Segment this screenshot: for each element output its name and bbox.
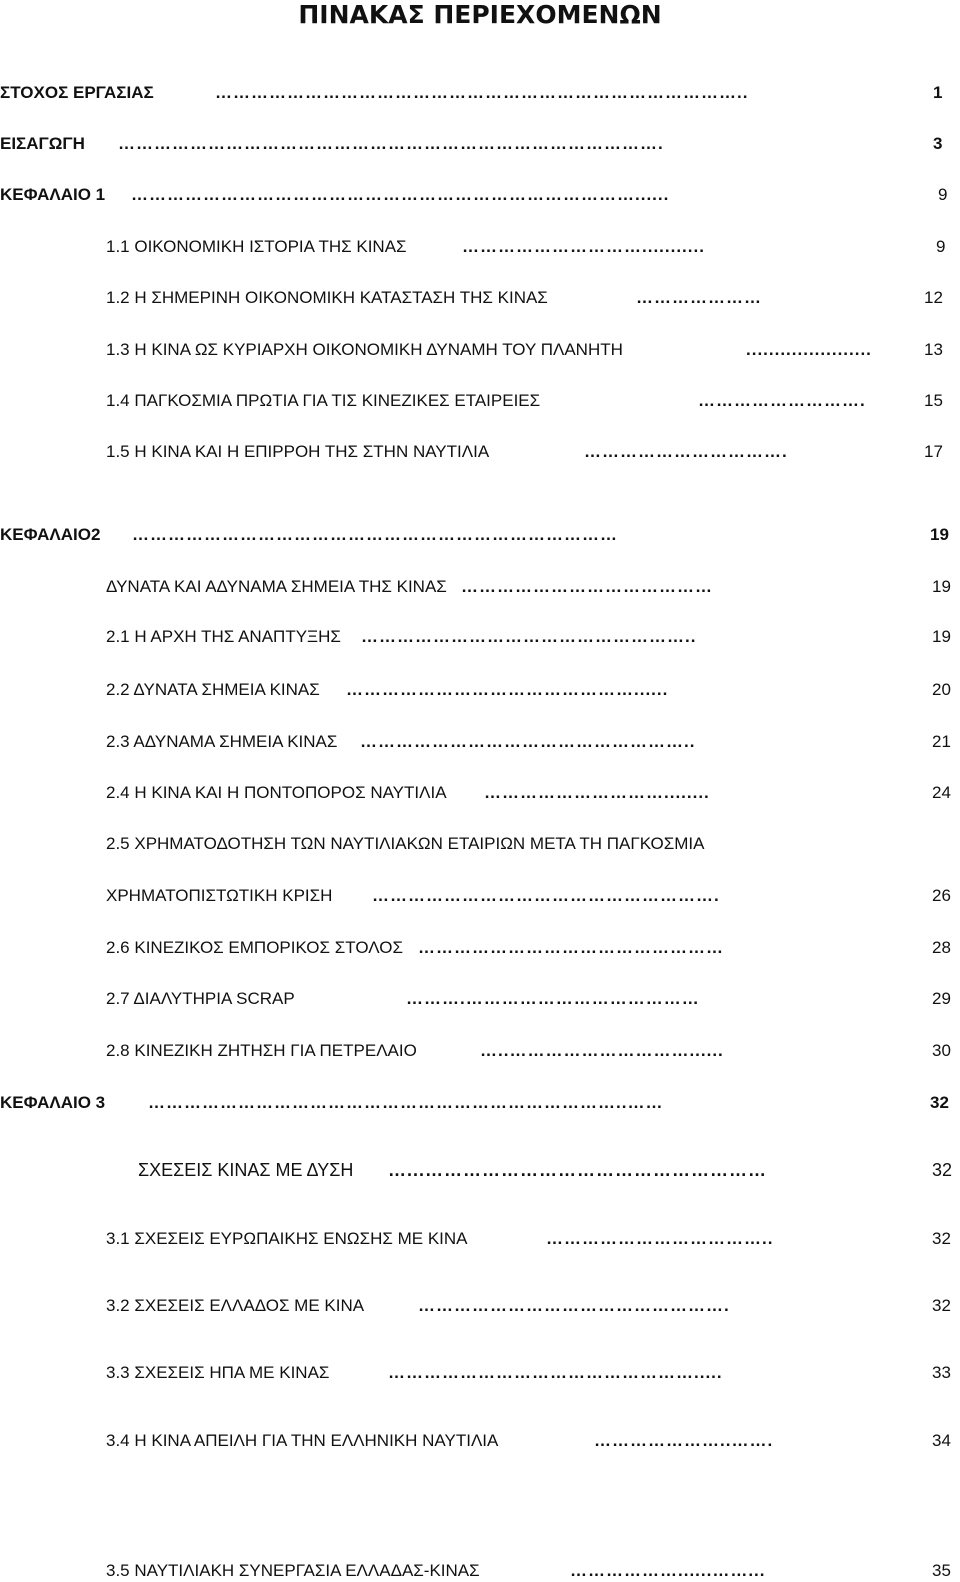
toc-leader-dots: ……….………………………………… bbox=[406, 989, 700, 1008]
toc-leader-dots: …..…………………………...... bbox=[480, 1041, 724, 1060]
toc-entry-text: 2.4 Η ΚΙΝΑ ΚΑΙ Η ΠΟΝΤΟΠΟΡΟΣ ΝΑΥΤΙΛΙΑ bbox=[106, 783, 447, 802]
toc-leader-dots: ……………………………. bbox=[584, 442, 788, 461]
toc-entry-text: ΕΙΣΑΓΩΓΗ bbox=[0, 134, 85, 153]
toc-page-number: 30 bbox=[932, 1041, 951, 1060]
toc-page-number: 19 bbox=[932, 577, 951, 596]
toc-leader-dots: …………………..……. bbox=[594, 1431, 774, 1450]
toc-page-number: 15 bbox=[924, 391, 943, 410]
toc-entry-text: ΚΕΦΑΛΑΙΟ 1 bbox=[0, 185, 106, 204]
toc-page-number: 17 bbox=[924, 442, 943, 461]
toc-leader-dots: …...……………………………………………… bbox=[388, 1160, 768, 1180]
toc-leader-dots: …………………………………… bbox=[461, 577, 713, 596]
toc-entry-text: ΧΡΗΜΑΤΟΠΙΣΤΩΤΙΚΗ ΚΡΙΣΗ bbox=[106, 886, 333, 905]
toc-leader-dots: …………………………………………………. bbox=[372, 886, 720, 905]
toc-page-number: 20 bbox=[932, 680, 951, 699]
toc-leader-dots: ……………………………………………………………………… bbox=[132, 525, 618, 544]
toc-entry-text: 3.4 Η ΚΙΝΑ ΑΠΕΙΛΗ ΓΙΑ ΤΗΝ ΕΛΛΗΝΙΚΗ ΝΑΥΤΙΛΙΑ bbox=[106, 1431, 499, 1450]
page-title: ΠΙΝΑΚΑΣ ΠΕΡΙΕΧΟΜΕΝΩΝ bbox=[298, 0, 662, 29]
toc-page-number: 19 bbox=[930, 525, 949, 544]
toc-leader-dots: …………………………………………...... bbox=[346, 680, 669, 699]
toc-leader-dots: …………………………………………………………………………….. bbox=[215, 83, 749, 102]
toc-page-number: 32 bbox=[932, 1160, 953, 1180]
toc-entry-text: 2.3 ΑΔΥΝΑΜΑ ΣΗΜΕΙΑ ΚΙΝΑΣ bbox=[106, 732, 338, 751]
toc-leader-dots: ……………………………………………….. bbox=[361, 627, 697, 646]
toc-page-number: 34 bbox=[932, 1431, 951, 1450]
toc-entry-text: ΚΕΦΑΛΑΙΟ 3 bbox=[0, 1093, 106, 1112]
toc-leader-dots: ………………………. bbox=[698, 391, 866, 410]
toc-entry-text: 2.5 ΧΡΗΜΑΤΟΔΟΤΗΣΗ ΤΩΝ ΝΑΥΤΙΛΙΑΚΩΝ ΕΤΑΙΡΙΩΝ ΜΕΤΑ ΤΗ ΠΑΓΚΟΣΜΙΑ bbox=[106, 834, 705, 853]
toc-entry-text: 1.2 Η ΣΗΜΕΡΙΝΗ ΟΙΚΟΝΟΜΙΚΗ ΚΑΤΑΣΤΑΣΗ ΤΗΣ ΚΙΝΑΣ bbox=[106, 288, 548, 307]
toc-entry-text: 1.5 Η ΚΙΝΑ ΚΑΙ Η ΕΠΙΡΡΟΗ ΤΗΣ ΣΤΗΝ ΝΑΥΤΙΛΙΑ bbox=[106, 442, 490, 461]
toc-page-number: 19 bbox=[932, 627, 951, 646]
toc-page-number: 12 bbox=[924, 288, 943, 307]
toc-entry-text: ΚΕΦΑΛΑΙΟ2 bbox=[0, 525, 101, 544]
toc-leader-dots: ………………………………………………………………………………. bbox=[118, 134, 664, 153]
toc-page-number: 9 bbox=[936, 237, 946, 256]
toc-page-number: 33 bbox=[932, 1363, 951, 1382]
toc-page-number: 32 bbox=[930, 1093, 949, 1112]
toc-leader-dots: …………………………........... bbox=[462, 237, 705, 256]
toc-leader-dots: ……………………………….. bbox=[546, 1229, 774, 1248]
toc-leader-dots: ………………… bbox=[636, 288, 762, 307]
toc-entry-text: 3.1 ΣΧΕΣΕΙΣ ΕΥΡΩΠΑΙΚΗΣ ΕΝΩΣΗΣ ΜΕ ΚΙΝΑ bbox=[106, 1229, 468, 1248]
toc-leader-dots: ……………………………………………..... bbox=[388, 1363, 723, 1382]
toc-leader-dots: ………………......……... bbox=[570, 1561, 766, 1580]
toc-entry-text: ΣΧΕΣΕΙΣ ΚΙΝΑΣ ΜΕ ΔΥΣΗ bbox=[138, 1160, 354, 1180]
toc-leader-dots: …………………………………………………………………………...... bbox=[131, 185, 670, 204]
toc-page-number: 26 bbox=[932, 886, 951, 905]
toc-entry-text: ΣΤΟΧΟΣ ΕΡΓΑΣΙΑΣ bbox=[0, 83, 154, 102]
toc-entry-text: 1.1 ΟΙΚΟΝΟΜΙΚΗ ΙΣΤΟΡΙΑ ΤΗΣ ΚΙΝΑΣ bbox=[106, 237, 407, 256]
toc-leader-dots: ……………………………………………. bbox=[418, 1296, 730, 1315]
toc-entry-text: 3.2 ΣΧΕΣΕΙΣ ΕΛΛΑΔΟΣ ΜΕ ΚΙΝΑ bbox=[106, 1296, 365, 1315]
toc-page-number: 29 bbox=[932, 989, 951, 1008]
toc-leader-dots: ...................... bbox=[746, 340, 872, 359]
toc-entry-text: 2.8 ΚΙΝΕΖΙΚΗ ΖΗΤΗΣΗ ΓΙΑ ΠΕΤΡΕΛΑΙΟ bbox=[106, 1041, 417, 1060]
toc-page-number: 13 bbox=[924, 340, 943, 359]
toc-page-number: 28 bbox=[932, 938, 951, 957]
toc-entry-text: 2.2 ΔΥΝΑΤΑ ΣΗΜΕΙΑ ΚΙΝΑΣ bbox=[106, 680, 320, 699]
toc-page-number: 32 bbox=[932, 1296, 951, 1315]
toc-entry-text: 2.6 ΚΙΝΕΖΙΚΟΣ ΕΜΠΟΡΙΚΟΣ ΣΤΟΛΟΣ bbox=[106, 938, 403, 957]
toc-entry-text: 1.4 ΠΑΓΚΟΣΜΙΑ ΠΡΩΤΙΑ ΓΙΑ ΤΙΣ ΚΙΝΕΖΙΚΕΣ ΕΤΑΙΡΕΙΕΣ bbox=[106, 391, 541, 410]
toc-leader-dots: …………………………........ bbox=[484, 783, 710, 802]
toc-entry-text: 3.3 ΣΧΕΣΕΙΣ ΗΠΑ ΜΕ ΚΙΝΑΣ bbox=[106, 1363, 330, 1382]
toc-page-number: 1 bbox=[933, 83, 943, 102]
toc-page-number: 35 bbox=[932, 1561, 951, 1580]
toc-page-number: 32 bbox=[932, 1229, 951, 1248]
toc-entry-text: 2.1 Η ΑΡΧΗ ΤΗΣ ΑΝΑΠΤΥΞΗΣ bbox=[106, 627, 341, 646]
toc-page-number: 24 bbox=[932, 783, 951, 802]
toc-entry-text: 3.5 ΝΑΥΤΙΛΙΑΚΗ ΣΥΝΕΡΓΑΣΙΑ ΕΛΛΑΔΑΣ-ΚΙΝΑΣ bbox=[106, 1561, 480, 1580]
toc-page-number: 3 bbox=[933, 134, 943, 153]
toc-entry-text: 1.3 Η ΚΙΝΑ ΩΣ ΚΥΡΙΑΡΧΗ ΟΙΚΟΝΟΜΙΚΗ ΔΥΝΑΜΗ ΤΟΥ ΠΛΑΝΗΤΗ bbox=[106, 340, 623, 359]
toc-entry-text: ΔΥΝΑΤΑ ΚΑΙ ΑΔΥΝΑΜΑ ΣΗΜΕΙΑ ΤΗΣ ΚΙΝΑΣ bbox=[106, 577, 447, 596]
toc-page-number: 9 bbox=[938, 185, 948, 204]
toc-leader-dots: ……………………………………………………………………..…… bbox=[148, 1093, 664, 1112]
toc-leader-dots: …………………………………………… bbox=[418, 938, 724, 957]
toc-leader-dots: ……………………………………………….. bbox=[360, 732, 696, 751]
toc-entry-text: 2.7 ΔΙΑΛΥΤΗΡΙΑ SCRAP bbox=[106, 989, 295, 1008]
toc-page-number: 21 bbox=[932, 732, 951, 751]
